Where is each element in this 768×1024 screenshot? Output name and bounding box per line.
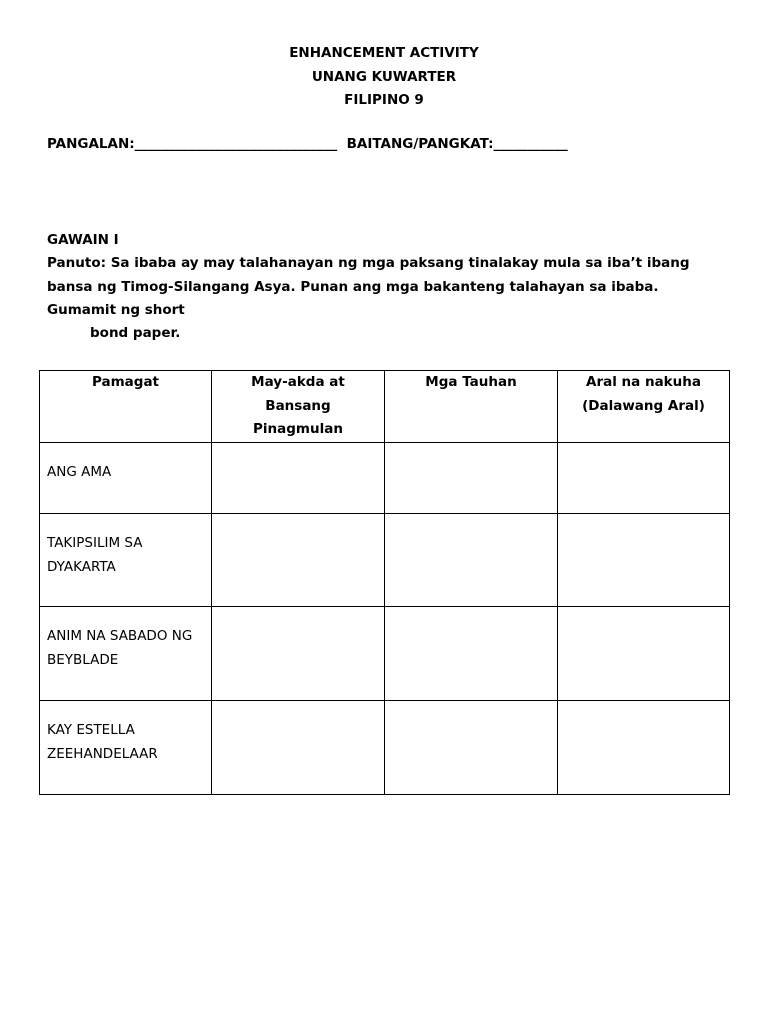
cell-title xyxy=(40,701,212,795)
activity-title: GAWAIN I xyxy=(47,232,119,248)
row-title: ANG AMA xyxy=(47,464,112,480)
header-title: ENHANCEMENT ACTIVITY xyxy=(289,45,479,61)
table-row xyxy=(40,443,730,514)
header-lessons-label: Aral na nakuha xyxy=(586,374,701,390)
row-title: TAKIPSILIM SA DYAKARTA xyxy=(47,535,143,575)
activity-table xyxy=(39,370,730,795)
cell-lessons[interactable] xyxy=(558,607,730,701)
header-subject: FILIPINO 9 xyxy=(344,92,424,108)
cell-author-country[interactable] xyxy=(212,701,385,795)
activity-instructions-continued: bond paper. xyxy=(90,325,181,342)
cell-lessons[interactable] xyxy=(558,443,730,514)
cell-characters[interactable] xyxy=(385,607,558,701)
activity-section xyxy=(47,229,717,345)
table-row xyxy=(40,701,730,795)
cell-author-country[interactable] xyxy=(212,443,385,514)
header-characters: Mga Tauhan xyxy=(385,371,558,443)
cell-author-country[interactable] xyxy=(212,514,385,607)
row-title: KAY ESTELLA ZEEHANDELAAR xyxy=(47,722,158,762)
cell-author-country[interactable] xyxy=(212,607,385,701)
header-quarter: UNANG KUWARTER xyxy=(311,68,457,85)
document-header xyxy=(0,42,768,113)
row-title: ANIM NA SABADO NG BEYBLADE xyxy=(47,628,193,668)
table-header-row xyxy=(40,371,730,443)
header-lessons xyxy=(558,371,730,443)
cell-title xyxy=(40,607,212,701)
header-author-country: May-akda at Bansang Pinagmulan xyxy=(212,371,385,443)
cell-characters[interactable] xyxy=(385,514,558,607)
cell-title xyxy=(40,443,212,514)
activity-instructions: Panuto: Sa ibaba ay may talahanayan ng mga paksang tinalakay mula sa iba’t ibang bansa ng Timog-Silangang Asya. Punan ang mga bakanteng talahayan sa ibaba. Gumamit ng short xyxy=(47,255,690,318)
cell-lessons[interactable] xyxy=(558,701,730,795)
header-lessons-note: (Dalawang Aral) xyxy=(582,397,705,414)
table-row xyxy=(40,514,730,607)
header-pamagat: Pamagat xyxy=(40,371,212,443)
cell-title xyxy=(40,514,212,607)
cell-characters[interactable] xyxy=(385,701,558,795)
table-row xyxy=(40,607,730,701)
cell-lessons[interactable] xyxy=(558,514,730,607)
name-section-line: PANGALAN:______________________________ BAITANG/PANGKAT:___________ xyxy=(47,136,568,152)
cell-characters[interactable] xyxy=(385,443,558,514)
